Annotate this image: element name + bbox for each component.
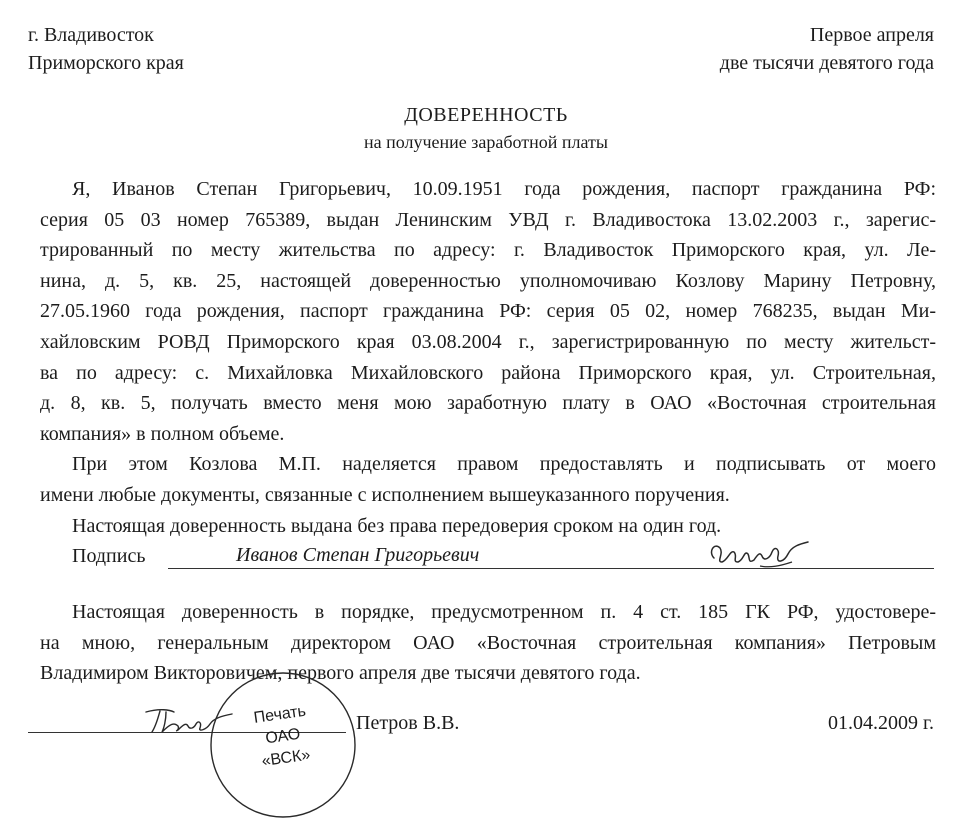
document-title: ДОВЕРЕННОСТЬ [404,104,568,126]
text-line: на мною, генеральным директором ОАО «Восточная строительная компания» Петровым [40,631,936,654]
signature-label: Подпись [72,545,146,567]
city: г. Владивосток [28,24,154,46]
text-line: серия 05 03 номер 765389, выдан Ленинским УВД г. Владивостока 13.02.2003 г., зарегис- [40,208,936,231]
director-name: Петров В.В. [356,712,460,734]
text-line: компания» в полном объеме. [40,422,285,445]
text-line: Настоящая доверенность в порядке, предусмотренном п. 4 ст. 185 ГК РФ, удостовере- [72,601,936,623]
certification-paragraph [40,597,936,689]
text-line: Владимиром Викторовичем, первого апреля две тысячи девятого года. [40,662,641,685]
certification-date: 01.04.2009 г. [828,712,934,734]
date-words-line-2: две тысячи девятого года [719,52,934,74]
text-line: имени любые документы, связанные с исполнением вышеуказанного поручения. [40,483,730,506]
text-line: Я, Иванов Степан Григорьевич, 10.09.1951 года рождения, паспорт гражданина РФ: [72,178,936,200]
text-line: 27.05.1960 года рождения, паспорт гражданина РФ: серия 05 02, номер 768235, выдан Ми- [40,300,936,323]
company-stamp [208,670,358,820]
text-line: трированный по месту жительства по адресу: г. Владивосток Приморского края, ул. Ле- [40,239,936,262]
text-line: д. 8, кв. 5, получать вместо меня мою заработную плату в ОАО «Восточная строительная [40,392,936,415]
handwritten-signature-ivanov [700,528,820,576]
signatory-name: Иванов Степан Григорьевич [236,544,480,566]
document-subtitle: на получение заработной платы [363,132,609,152]
stamp-text-line-1: Печать [252,702,307,727]
stamp-text-line-3: «ВСК» [260,746,312,771]
region: Приморского края [28,52,184,74]
stamp-text-line-2: ОАО [264,725,302,748]
paragraph-main [40,174,936,541]
text-line: При этом Козлова М.П. наделяется правом предоставлять и подписывать от моего [72,453,936,476]
text-line: нина, д. 5, кв. 25, настоящей доверенностью уполномочиваю Козлову Марину Петровну, [40,269,936,292]
text-line: ва по адресу: с. Михайловка Михайловского района Приморского края, ул. Строительная, [40,361,936,384]
text-line: хайловским РОВД Приморского края 03.08.2004 г., зарегистрированную по месту жительст- [40,330,936,353]
text-line: Настоящая доверенность выдана без права передоверия сроком на один год. [72,514,722,537]
date-words-line-1: Первое апреля [809,24,934,46]
